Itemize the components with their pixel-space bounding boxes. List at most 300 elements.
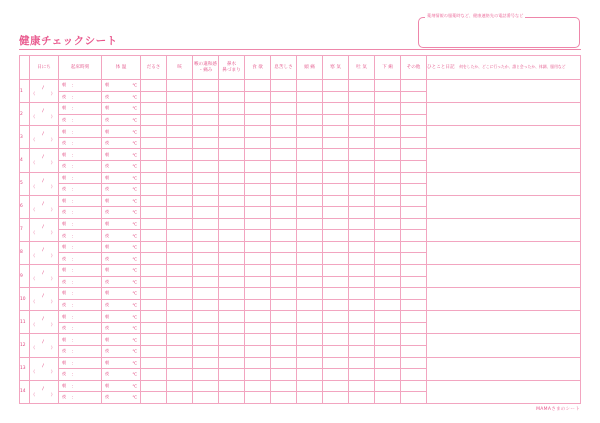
check-cell-diarrhea[interactable] [375, 184, 401, 196]
temperature-field[interactable] [102, 357, 141, 369]
check-cell-other[interactable] [401, 126, 427, 138]
time-field[interactable] [59, 160, 102, 172]
time-field[interactable] [59, 218, 102, 230]
check-cell-fatigue[interactable] [141, 369, 167, 381]
temperature-field[interactable] [102, 311, 141, 323]
check-cell-throat[interactable] [193, 276, 219, 288]
check-cell-throat[interactable] [193, 80, 219, 92]
check-cell-nose[interactable] [219, 160, 245, 172]
check-cell-cough[interactable] [167, 195, 193, 207]
date-field[interactable]: / （ ） [30, 126, 59, 149]
time-field[interactable] [59, 345, 102, 357]
check-cell-appetite[interactable] [245, 137, 271, 149]
check-cell-cough[interactable] [167, 380, 193, 392]
check-cell-fatigue[interactable] [141, 160, 167, 172]
check-cell-smell[interactable] [271, 241, 297, 253]
check-cell-headache[interactable] [297, 126, 323, 138]
check-cell-nausea[interactable] [349, 265, 375, 277]
check-cell-appetite[interactable] [245, 160, 271, 172]
check-cell-muscle[interactable] [323, 149, 349, 161]
check-cell-headache[interactable] [297, 334, 323, 346]
check-cell-headache[interactable] [297, 103, 323, 115]
check-cell-muscle[interactable] [323, 380, 349, 392]
date-field[interactable]: / （ ） [30, 288, 59, 311]
check-cell-headache[interactable] [297, 149, 323, 161]
check-cell-smell[interactable] [271, 276, 297, 288]
check-cell-diarrhea[interactable] [375, 265, 401, 277]
time-field[interactable] [59, 172, 102, 184]
check-cell-other[interactable] [401, 392, 427, 404]
check-cell-diarrhea[interactable] [375, 345, 401, 357]
date-field[interactable]: / （ ） [30, 380, 59, 403]
check-cell-cough[interactable] [167, 265, 193, 277]
check-cell-nausea[interactable] [349, 91, 375, 103]
check-cell-fatigue[interactable] [141, 253, 167, 265]
check-cell-cough[interactable] [167, 149, 193, 161]
temperature-field[interactable] [102, 137, 141, 149]
check-cell-muscle[interactable] [323, 91, 349, 103]
check-cell-diarrhea[interactable] [375, 137, 401, 149]
check-cell-headache[interactable] [297, 114, 323, 126]
check-cell-headache[interactable] [297, 80, 323, 92]
check-cell-headache[interactable] [297, 311, 323, 323]
check-cell-other[interactable] [401, 149, 427, 161]
time-field[interactable] [59, 241, 102, 253]
check-cell-other[interactable] [401, 80, 427, 92]
check-cell-headache[interactable] [297, 172, 323, 184]
check-cell-throat[interactable] [193, 369, 219, 381]
check-cell-nausea[interactable] [349, 114, 375, 126]
check-cell-throat[interactable] [193, 137, 219, 149]
check-cell-fatigue[interactable] [141, 276, 167, 288]
date-field[interactable]: / （ ） [30, 195, 59, 218]
date-field[interactable]: / （ ） [30, 80, 59, 103]
check-cell-smell[interactable] [271, 195, 297, 207]
check-cell-muscle[interactable] [323, 160, 349, 172]
check-cell-appetite[interactable] [245, 299, 271, 311]
check-cell-cough[interactable] [167, 369, 193, 381]
check-cell-appetite[interactable] [245, 126, 271, 138]
check-cell-nose[interactable] [219, 91, 245, 103]
check-cell-muscle[interactable] [323, 137, 349, 149]
check-cell-headache[interactable] [297, 230, 323, 242]
check-cell-muscle[interactable] [323, 80, 349, 92]
check-cell-nose[interactable] [219, 126, 245, 138]
check-cell-muscle[interactable] [323, 126, 349, 138]
check-cell-fatigue[interactable] [141, 172, 167, 184]
check-cell-other[interactable] [401, 288, 427, 300]
check-cell-other[interactable] [401, 114, 427, 126]
check-cell-throat[interactable] [193, 311, 219, 323]
check-cell-diarrhea[interactable] [375, 103, 401, 115]
check-cell-appetite[interactable] [245, 311, 271, 323]
check-cell-headache[interactable] [297, 299, 323, 311]
check-cell-fatigue[interactable] [141, 149, 167, 161]
check-cell-nausea[interactable] [349, 357, 375, 369]
check-cell-diarrhea[interactable] [375, 241, 401, 253]
time-field[interactable] [59, 149, 102, 161]
check-cell-headache[interactable] [297, 357, 323, 369]
check-cell-throat[interactable] [193, 218, 219, 230]
check-cell-muscle[interactable] [323, 207, 349, 219]
time-field[interactable] [59, 126, 102, 138]
check-cell-other[interactable] [401, 207, 427, 219]
check-cell-smell[interactable] [271, 172, 297, 184]
check-cell-cough[interactable] [167, 207, 193, 219]
check-cell-appetite[interactable] [245, 103, 271, 115]
check-cell-throat[interactable] [193, 265, 219, 277]
check-cell-headache[interactable] [297, 369, 323, 381]
check-cell-diarrhea[interactable] [375, 369, 401, 381]
check-cell-throat[interactable] [193, 241, 219, 253]
check-cell-nose[interactable] [219, 195, 245, 207]
check-cell-headache[interactable] [297, 288, 323, 300]
check-cell-fatigue[interactable] [141, 334, 167, 346]
check-cell-other[interactable] [401, 230, 427, 242]
check-cell-diarrhea[interactable] [375, 91, 401, 103]
check-cell-nausea[interactable] [349, 207, 375, 219]
check-cell-other[interactable] [401, 103, 427, 115]
comment-cell[interactable] [427, 103, 581, 126]
check-cell-throat[interactable] [193, 299, 219, 311]
check-cell-nausea[interactable] [349, 230, 375, 242]
check-cell-headache[interactable] [297, 276, 323, 288]
check-cell-muscle[interactable] [323, 241, 349, 253]
temperature-field[interactable] [102, 160, 141, 172]
temperature-field[interactable] [102, 345, 141, 357]
check-cell-diarrhea[interactable] [375, 114, 401, 126]
check-cell-other[interactable] [401, 299, 427, 311]
check-cell-cough[interactable] [167, 126, 193, 138]
check-cell-muscle[interactable] [323, 218, 349, 230]
check-cell-muscle[interactable] [323, 172, 349, 184]
check-cell-other[interactable] [401, 184, 427, 196]
check-cell-fatigue[interactable] [141, 265, 167, 277]
check-cell-other[interactable] [401, 369, 427, 381]
check-cell-headache[interactable] [297, 160, 323, 172]
check-cell-nose[interactable] [219, 357, 245, 369]
time-field[interactable] [59, 357, 102, 369]
check-cell-nausea[interactable] [349, 103, 375, 115]
check-cell-appetite[interactable] [245, 369, 271, 381]
check-cell-nausea[interactable] [349, 345, 375, 357]
check-cell-nose[interactable] [219, 311, 245, 323]
check-cell-other[interactable] [401, 265, 427, 277]
check-cell-smell[interactable] [271, 80, 297, 92]
check-cell-diarrhea[interactable] [375, 160, 401, 172]
check-cell-cough[interactable] [167, 311, 193, 323]
check-cell-nose[interactable] [219, 241, 245, 253]
check-cell-smell[interactable] [271, 392, 297, 404]
check-cell-fatigue[interactable] [141, 392, 167, 404]
check-cell-nose[interactable] [219, 392, 245, 404]
check-cell-cough[interactable] [167, 253, 193, 265]
comment-cell[interactable] [427, 357, 581, 380]
check-cell-cough[interactable] [167, 160, 193, 172]
comment-cell[interactable] [427, 288, 581, 311]
check-cell-nose[interactable] [219, 299, 245, 311]
check-cell-other[interactable] [401, 380, 427, 392]
check-cell-headache[interactable] [297, 322, 323, 334]
check-cell-muscle[interactable] [323, 184, 349, 196]
check-cell-smell[interactable] [271, 91, 297, 103]
time-field[interactable] [59, 207, 102, 219]
check-cell-cough[interactable] [167, 230, 193, 242]
check-cell-diarrhea[interactable] [375, 207, 401, 219]
check-cell-nose[interactable] [219, 184, 245, 196]
check-cell-appetite[interactable] [245, 276, 271, 288]
check-cell-fatigue[interactable] [141, 184, 167, 196]
check-cell-smell[interactable] [271, 218, 297, 230]
check-cell-appetite[interactable] [245, 334, 271, 346]
check-cell-appetite[interactable] [245, 149, 271, 161]
check-cell-smell[interactable] [271, 299, 297, 311]
comment-cell[interactable] [427, 218, 581, 241]
check-cell-nose[interactable] [219, 230, 245, 242]
time-field[interactable] [59, 91, 102, 103]
check-cell-nausea[interactable] [349, 288, 375, 300]
memo-box[interactable] [418, 13, 580, 48]
time-field[interactable] [59, 322, 102, 334]
date-field[interactable]: / （ ） [30, 241, 59, 264]
temperature-field[interactable] [102, 299, 141, 311]
check-cell-muscle[interactable] [323, 322, 349, 334]
check-cell-smell[interactable] [271, 114, 297, 126]
check-cell-nose[interactable] [219, 334, 245, 346]
check-cell-fatigue[interactable] [141, 126, 167, 138]
check-cell-appetite[interactable] [245, 218, 271, 230]
check-cell-appetite[interactable] [245, 241, 271, 253]
date-field[interactable]: / （ ） [30, 149, 59, 172]
check-cell-diarrhea[interactable] [375, 172, 401, 184]
check-cell-nausea[interactable] [349, 160, 375, 172]
comment-cell[interactable] [427, 380, 581, 403]
time-field[interactable] [59, 114, 102, 126]
check-cell-nose[interactable] [219, 265, 245, 277]
check-cell-cough[interactable] [167, 345, 193, 357]
check-cell-cough[interactable] [167, 357, 193, 369]
check-cell-muscle[interactable] [323, 114, 349, 126]
check-cell-muscle[interactable] [323, 299, 349, 311]
time-field[interactable] [59, 80, 102, 92]
check-cell-diarrhea[interactable] [375, 253, 401, 265]
check-cell-headache[interactable] [297, 241, 323, 253]
check-cell-nose[interactable] [219, 380, 245, 392]
comment-cell[interactable] [427, 195, 581, 218]
check-cell-headache[interactable] [297, 184, 323, 196]
check-cell-nausea[interactable] [349, 172, 375, 184]
check-cell-smell[interactable] [271, 137, 297, 149]
check-cell-other[interactable] [401, 357, 427, 369]
check-cell-throat[interactable] [193, 91, 219, 103]
time-field[interactable] [59, 380, 102, 392]
check-cell-other[interactable] [401, 195, 427, 207]
check-cell-appetite[interactable] [245, 265, 271, 277]
time-field[interactable] [59, 299, 102, 311]
temperature-field[interactable] [102, 184, 141, 196]
check-cell-other[interactable] [401, 334, 427, 346]
temperature-field[interactable] [102, 380, 141, 392]
check-cell-fatigue[interactable] [141, 380, 167, 392]
temperature-field[interactable] [102, 288, 141, 300]
check-cell-fatigue[interactable] [141, 230, 167, 242]
check-cell-headache[interactable] [297, 207, 323, 219]
check-cell-other[interactable] [401, 322, 427, 334]
check-cell-smell[interactable] [271, 334, 297, 346]
check-cell-cough[interactable] [167, 241, 193, 253]
check-cell-muscle[interactable] [323, 392, 349, 404]
check-cell-other[interactable] [401, 91, 427, 103]
check-cell-other[interactable] [401, 218, 427, 230]
check-cell-nausea[interactable] [349, 241, 375, 253]
check-cell-nose[interactable] [219, 345, 245, 357]
check-cell-smell[interactable] [271, 230, 297, 242]
check-cell-smell[interactable] [271, 369, 297, 381]
check-cell-appetite[interactable] [245, 184, 271, 196]
date-field[interactable]: / （ ） [30, 311, 59, 334]
temperature-field[interactable] [102, 103, 141, 115]
check-cell-throat[interactable] [193, 322, 219, 334]
check-cell-diarrhea[interactable] [375, 299, 401, 311]
check-cell-cough[interactable] [167, 184, 193, 196]
check-cell-appetite[interactable] [245, 288, 271, 300]
check-cell-nausea[interactable] [349, 195, 375, 207]
check-cell-throat[interactable] [193, 149, 219, 161]
check-cell-smell[interactable] [271, 160, 297, 172]
check-cell-cough[interactable] [167, 114, 193, 126]
check-cell-appetite[interactable] [245, 80, 271, 92]
temperature-field[interactable] [102, 334, 141, 346]
check-cell-muscle[interactable] [323, 103, 349, 115]
check-cell-nose[interactable] [219, 103, 245, 115]
check-cell-smell[interactable] [271, 149, 297, 161]
temperature-field[interactable] [102, 276, 141, 288]
check-cell-headache[interactable] [297, 265, 323, 277]
temperature-field[interactable] [102, 253, 141, 265]
check-cell-appetite[interactable] [245, 172, 271, 184]
check-cell-muscle[interactable] [323, 345, 349, 357]
check-cell-smell[interactable] [271, 380, 297, 392]
time-field[interactable] [59, 334, 102, 346]
check-cell-cough[interactable] [167, 299, 193, 311]
check-cell-nausea[interactable] [349, 369, 375, 381]
time-field[interactable] [59, 276, 102, 288]
check-cell-nose[interactable] [219, 218, 245, 230]
check-cell-diarrhea[interactable] [375, 218, 401, 230]
temperature-field[interactable] [102, 195, 141, 207]
check-cell-headache[interactable] [297, 91, 323, 103]
check-cell-fatigue[interactable] [141, 345, 167, 357]
check-cell-smell[interactable] [271, 322, 297, 334]
check-cell-diarrhea[interactable] [375, 380, 401, 392]
check-cell-throat[interactable] [193, 357, 219, 369]
check-cell-diarrhea[interactable] [375, 80, 401, 92]
check-cell-fatigue[interactable] [141, 103, 167, 115]
check-cell-diarrhea[interactable] [375, 195, 401, 207]
check-cell-fatigue[interactable] [141, 80, 167, 92]
check-cell-throat[interactable] [193, 184, 219, 196]
check-cell-smell[interactable] [271, 357, 297, 369]
time-field[interactable] [59, 392, 102, 404]
check-cell-muscle[interactable] [323, 253, 349, 265]
check-cell-throat[interactable] [193, 207, 219, 219]
check-cell-other[interactable] [401, 345, 427, 357]
check-cell-headache[interactable] [297, 345, 323, 357]
check-cell-cough[interactable] [167, 322, 193, 334]
date-field[interactable]: / （ ） [30, 334, 59, 357]
check-cell-diarrhea[interactable] [375, 126, 401, 138]
check-cell-muscle[interactable] [323, 288, 349, 300]
check-cell-other[interactable] [401, 172, 427, 184]
check-cell-nausea[interactable] [349, 184, 375, 196]
check-cell-smell[interactable] [271, 265, 297, 277]
check-cell-cough[interactable] [167, 91, 193, 103]
check-cell-nose[interactable] [219, 114, 245, 126]
check-cell-nose[interactable] [219, 80, 245, 92]
check-cell-fatigue[interactable] [141, 322, 167, 334]
check-cell-appetite[interactable] [245, 253, 271, 265]
check-cell-nose[interactable] [219, 369, 245, 381]
check-cell-headache[interactable] [297, 218, 323, 230]
check-cell-muscle[interactable] [323, 357, 349, 369]
comment-cell[interactable] [427, 172, 581, 195]
check-cell-muscle[interactable] [323, 230, 349, 242]
comment-cell[interactable] [427, 241, 581, 264]
check-cell-nose[interactable] [219, 288, 245, 300]
check-cell-throat[interactable] [193, 103, 219, 115]
check-cell-fatigue[interactable] [141, 207, 167, 219]
check-cell-throat[interactable] [193, 195, 219, 207]
check-cell-muscle[interactable] [323, 334, 349, 346]
temperature-field[interactable] [102, 322, 141, 334]
check-cell-fatigue[interactable] [141, 357, 167, 369]
date-field[interactable]: / （ ） [30, 172, 59, 195]
check-cell-appetite[interactable] [245, 195, 271, 207]
check-cell-headache[interactable] [297, 137, 323, 149]
time-field[interactable] [59, 184, 102, 196]
check-cell-muscle[interactable] [323, 369, 349, 381]
check-cell-other[interactable] [401, 253, 427, 265]
check-cell-diarrhea[interactable] [375, 322, 401, 334]
check-cell-cough[interactable] [167, 103, 193, 115]
check-cell-cough[interactable] [167, 218, 193, 230]
temperature-field[interactable] [102, 392, 141, 404]
check-cell-cough[interactable] [167, 172, 193, 184]
check-cell-other[interactable] [401, 241, 427, 253]
check-cell-nausea[interactable] [349, 322, 375, 334]
check-cell-headache[interactable] [297, 392, 323, 404]
temperature-field[interactable] [102, 149, 141, 161]
temperature-field[interactable] [102, 172, 141, 184]
check-cell-appetite[interactable] [245, 322, 271, 334]
check-cell-diarrhea[interactable] [375, 276, 401, 288]
temperature-field[interactable] [102, 80, 141, 92]
check-cell-cough[interactable] [167, 334, 193, 346]
check-cell-nose[interactable] [219, 137, 245, 149]
check-cell-nausea[interactable] [349, 392, 375, 404]
comment-cell[interactable] [427, 311, 581, 334]
check-cell-nausea[interactable] [349, 380, 375, 392]
check-cell-diarrhea[interactable] [375, 357, 401, 369]
comment-cell[interactable] [427, 149, 581, 172]
check-cell-smell[interactable] [271, 103, 297, 115]
check-cell-fatigue[interactable] [141, 91, 167, 103]
check-cell-nausea[interactable] [349, 218, 375, 230]
temperature-field[interactable] [102, 241, 141, 253]
comment-cell[interactable] [427, 334, 581, 357]
time-field[interactable] [59, 137, 102, 149]
check-cell-smell[interactable] [271, 126, 297, 138]
